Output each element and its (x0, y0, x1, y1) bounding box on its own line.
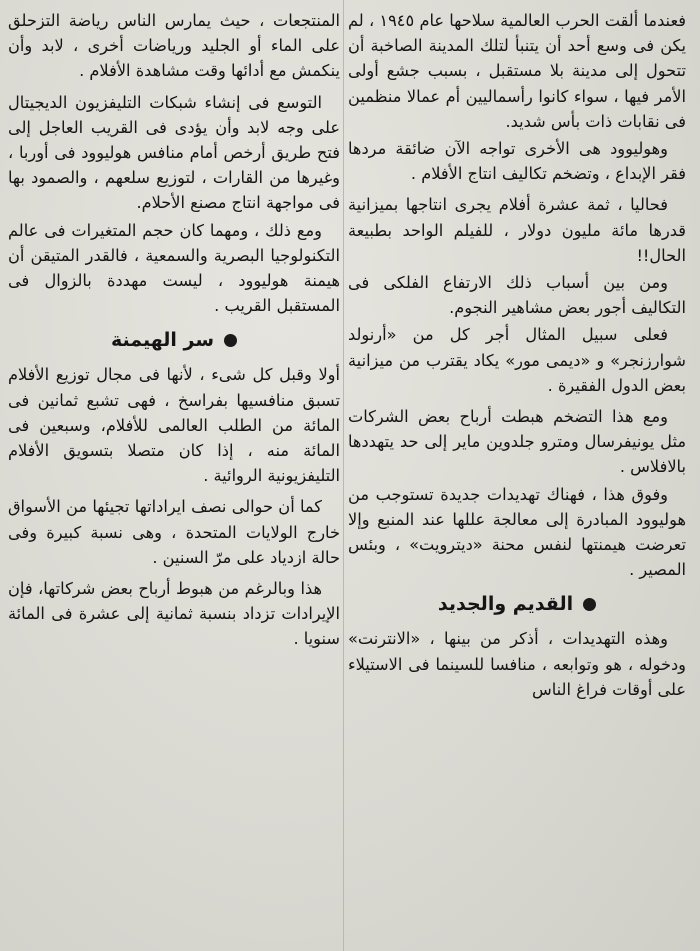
paragraph: فحاليا ، ثمة عشرة أفلام يجرى انتاجها بميزانية قدرها مائة مليون دولار ، للفيلم الواحد بطبيعة الحال!! (348, 195, 686, 265)
paragraph: فعندما ألقت الحرب العالمية سلاحها عام ١٩٤٥ ، لم يكن فى وسع أحد أن يتنبأ لتلك المدينة الصاخبة أن تتحول إلى مدينة بلا مستقبل ، بسبب جشع أولى الأمر فيها ، سواء كانوا رأسماليين أم عمالا منظمين فى نقابات ذات بأس شديد. (348, 11, 686, 131)
bullet-icon (583, 598, 596, 611)
bullet-icon (224, 334, 237, 347)
paragraph: كما أن حوالى نصف ايراداتها تجيئها من الأسواق خارج الولايات المتحدة ، وهى نسبة كبيرة وفى حالة ازدياد على مرّ السنين . (8, 497, 340, 567)
section-heading-text: القديم والجديد (437, 592, 574, 615)
paragraph: ومع ذلك ، ومهما كان حجم المتغيرات فى عالم التكنولوجيا البصرية والسمعية ، فالقدر المتيقن أن هيمنة هوليوود ، ليست مهددة بالزوال فى المستقبل القريب . (8, 220, 340, 316)
paragraph: فعلى سبيل المثال أجر كل من «أرنولد شوارزنجر» و «ديمى مور» يكاد يقترب من ميزانية بعض الدول الفقيرة . (348, 325, 686, 395)
right-column (348, 8, 686, 704)
paragraph: ومن بين أسباب ذلك الارتفاع الفلكى فى التكاليف أجور بعض مشاهير النجوم. (348, 273, 686, 318)
paragraph: وفوق هذا ، فهناك تهديدات جديدة تستوجب من هوليوود المبادرة إلى معالجة عللها عند المنبع وإلا تعرضت هيمنتها لنفس محنة «ديترويت» ، وبئس المصير . (348, 484, 686, 580)
section-heading-text: سر الهيمنة (110, 328, 215, 351)
paragraph: هذا وبالرغم من هبوط أرباح بعض شركاتها، فإن الإيرادات تزداد بنسبة ثمانية إلى عشرة فى المائة سنويا . (8, 579, 340, 649)
paragraph: المنتجعات ، حيث يمارس الناس رياضة التزحلق على الماء أو الجليد ورياضات أخرى ، لابد وأن ينكمش مع أدائها وقت مشاهدة الأفلام . (8, 11, 340, 81)
paragraph: أولا وقبل كل شىء ، لأنها فى مجال توزيع الأفلام تسبق منافسيها بفراسخ ، فهى تشبع ثمانين فى المائة من الطلب العالمى للأفلام، وسبعين فى المائة منه ، إذا كان متصلا بتسويق الأفلام التليفزيونية الروائية . (8, 365, 340, 486)
paragraph: ومع هذا التضخم هبطت أرباح بعض الشركات مثل يونيفرسال ومترو جلدوين ماير إلى حد يتهددها بالافلاس . (348, 407, 686, 477)
section-heading-old-and-new (348, 586, 686, 622)
column-divider (343, 0, 344, 951)
left-column (8, 8, 340, 654)
section-heading-secret-of-dominance (8, 322, 340, 358)
paragraph: وهذه التهديدات ، أذكر من بينها ، «الانترنت» ودخوله ، هو وتوابعه ، منافسا للسينما فى الاستيلاء على أوقات فراغ الناس (348, 629, 686, 699)
paragraph: وهوليوود هى الأخرى تواجه الآن ضائقة مردها فقر الإبداع ، وتضخم تكاليف انتاج الأفلام . (348, 139, 686, 184)
paragraph: التوسع فى إنشاء شبكات التليفزيون الديجيتال على وجه لابد وأن يؤدى فى القريب العاجل إلى فتح طريق أرخص أمام منافس هوليوود فى أوربا ، وغيرها من القارات ، لتوزيع سلعهم ، والصمود بها فى مواجهة انتاج مصنع الأحلام. (8, 92, 340, 213)
